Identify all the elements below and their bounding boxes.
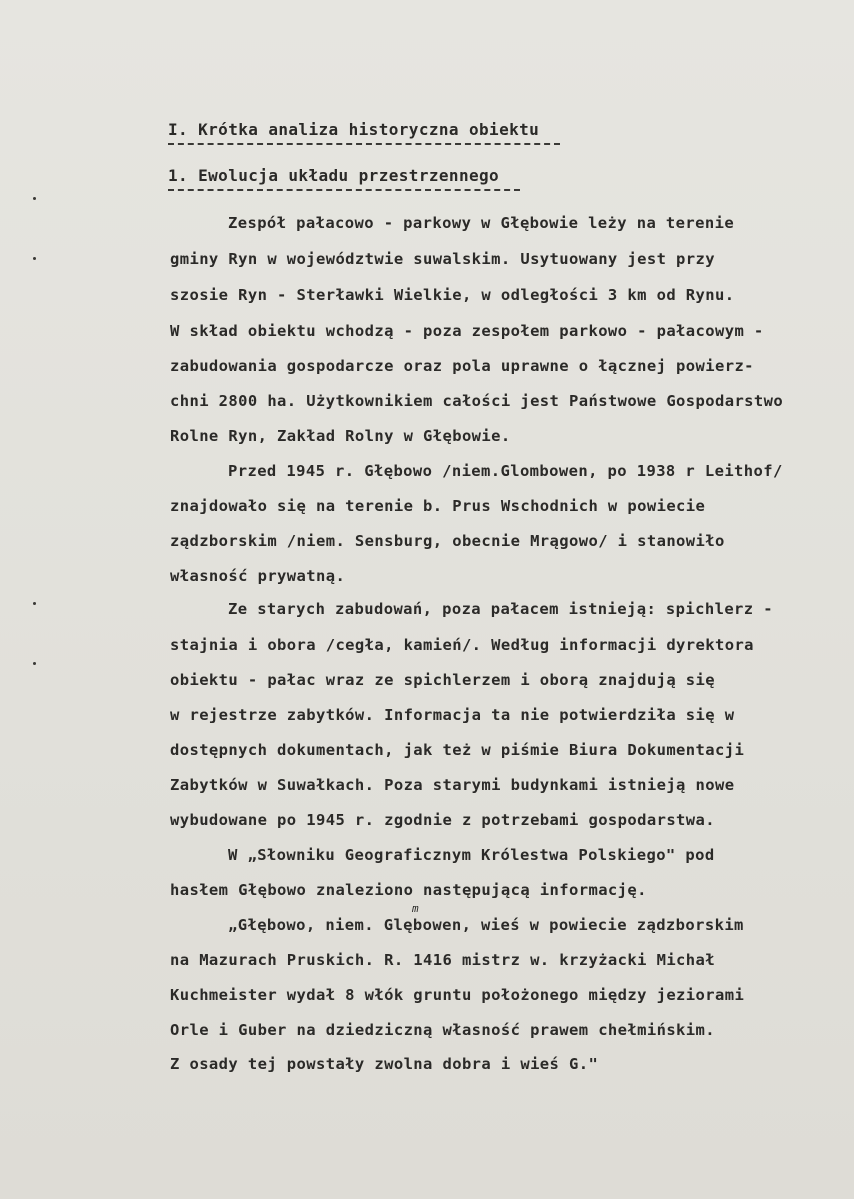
text-line: ządzborskim /niem. Sensburg, obecnie Mrągowo/ i stanowiło <box>170 532 725 550</box>
text-line: stajnia i obora /cegła, kamień/. Według informacji dyrektora <box>170 636 754 654</box>
text-line: W „Słowniku Geograficznym Królestwa Polskiego" pod <box>228 846 715 864</box>
text-line: dostępnych dokumentach, jak też w piśmie Biura Dokumentacji <box>170 741 745 759</box>
section-heading: I. Krótka analiza historyczna obiektu <box>168 120 540 139</box>
subsection-heading: 1. Ewolucja układu przestrzennego <box>168 166 500 185</box>
text-line: hasłem Głębowo znaleziono następującą informację. <box>170 881 647 899</box>
handwritten-correction: m <box>412 902 419 915</box>
text-line: gminy Ryn w województwie suwalskim. Usytuowany jest przy <box>170 250 715 268</box>
text-line: szosie Ryn - Sterławki Wielkie, w odległości 3 km od Rynu. <box>170 286 735 304</box>
text-line: Przed 1945 r. Głębowo /niem.Glombowen, po 1938 r Leithof/ <box>228 462 783 480</box>
punch-hole-mark <box>33 602 36 605</box>
text-line: obiektu - pałac wraz ze spichlerzem i oborą znajdują się <box>170 671 715 689</box>
heading-underline <box>168 140 560 145</box>
text-line: chni 2800 ha. Użytkownikiem całości jest Państwowe Gospodarstwo <box>170 392 784 410</box>
text-line: Zabytków w Suwałkach. Poza starymi budynkami istnieją nowe <box>170 776 735 794</box>
text-line: w rejestrze zabytków. Informacja ta nie potwierdziła się w <box>170 706 735 724</box>
text-line: własność prywatną. <box>170 567 346 585</box>
text-line: Ze starych zabudowań, poza pałacem istnieją: spichlerz - <box>228 600 773 618</box>
text-line: Rolne Ryn, Zakład Rolny w Głębowie. <box>170 427 511 445</box>
text-line: wybudowane po 1945 r. zgodnie z potrzebami gospodarstwa. <box>170 811 715 829</box>
text-line: zabudowania gospodarcze oraz pola uprawne o łącznej powierz- <box>170 357 754 375</box>
text-line: „Głębowo, niem. Glębowen, wieś w powiecie ządzborskim <box>228 916 744 934</box>
text-line: Zespół pałacowo - parkowy w Głębowie leży na terenie <box>228 214 735 232</box>
punch-hole-mark <box>33 257 36 260</box>
text-line: W skład obiektu wchodzą - poza zespołem parkowo - pałacowym - <box>170 322 764 340</box>
text-line: na Mazurach Pruskich. R. 1416 mistrz w. krzyżacki Michał <box>170 951 715 969</box>
text-line: Z osady tej powstały zwolna dobra i wieś G." <box>170 1055 599 1073</box>
punch-hole-mark <box>33 662 36 665</box>
subheading-underline <box>168 186 520 191</box>
text-line: znajdowało się na terenie b. Prus Wschodnich w powiecie <box>170 497 706 515</box>
text-line: Orle i Guber na dziedziczną własność prawem chełmińskim. <box>170 1021 715 1039</box>
punch-hole-mark <box>33 197 36 200</box>
text-line: Kuchmeister wydał 8 włók gruntu położonego między jeziorami <box>170 986 745 1004</box>
